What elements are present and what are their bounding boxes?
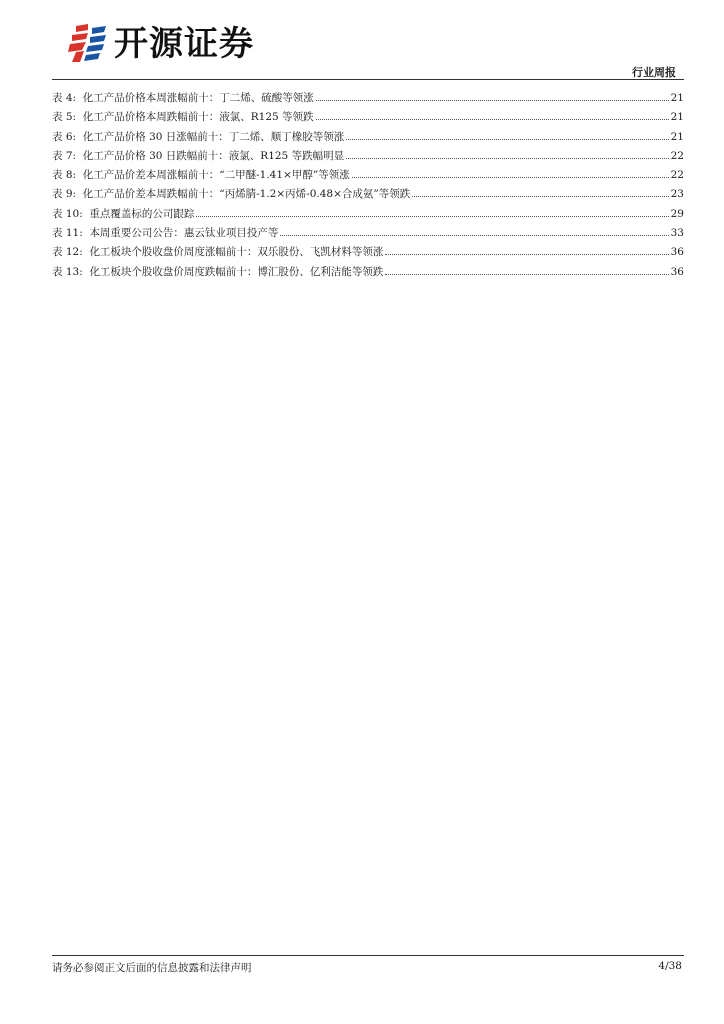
toc-entry[interactable]: [52, 129, 684, 148]
toc-label: 表 8:: [52, 169, 77, 182]
toc-label: 表 4:: [52, 92, 77, 104]
table-of-contents: [52, 90, 684, 283]
toc-page: 36: [670, 265, 684, 278]
toc-label: 表 12:: [52, 246, 83, 259]
toc-leader: [352, 169, 669, 178]
toc-page: 22: [670, 149, 684, 162]
toc-label: 表 9:: [52, 188, 77, 201]
toc-page: 29: [670, 207, 684, 220]
toc-title: 重点覆盖标的公司跟踪: [89, 207, 195, 220]
page-header: [0, 0, 724, 82]
toc-leader: [385, 246, 668, 255]
toc-page: 21: [670, 92, 684, 104]
toc-title: 化工产品价格本周跌幅前十：液氯、R125 等领跌: [82, 111, 314, 124]
report-type-label: 行业周报: [632, 66, 676, 79]
toc-leader: [316, 92, 669, 101]
footer-page-number: 4/38: [658, 960, 682, 972]
toc-title: 化工板块个股收盘价周度涨幅前十：双乐股份、飞凯材料等领涨: [89, 246, 384, 259]
toc-title: 化工产品价差本周涨幅前十：“二甲醚-1.41×甲醇”等领涨: [82, 169, 350, 182]
toc-leader: [280, 227, 668, 236]
toc-title: 化工产品价差本周跌幅前十：“丙烯腈-1.2×丙烯-0.48×合成氨”等领跌: [82, 188, 411, 201]
toc-entry[interactable]: [52, 244, 684, 263]
logo-mark-icon: [66, 22, 108, 64]
toc-leader: [346, 131, 668, 140]
toc-label: 表 5:: [52, 111, 77, 124]
toc-entry[interactable]: [52, 206, 684, 225]
toc-title: 化工产品价格本周涨幅前十：丁二烯、硫酸等领涨: [82, 92, 314, 104]
toc-leader: [316, 111, 669, 120]
footer-divider: [52, 955, 684, 956]
toc-page: 21: [670, 130, 684, 143]
toc-entry[interactable]: [52, 148, 684, 167]
toc-entry[interactable]: [52, 90, 684, 109]
toc-label: 表 10:: [52, 207, 83, 220]
toc-leader: [412, 188, 668, 197]
header-divider: [52, 79, 684, 80]
toc-leader: [196, 208, 668, 217]
toc-page: 21: [670, 111, 684, 124]
toc-entry[interactable]: [52, 225, 684, 244]
toc-label: 表 6:: [52, 130, 77, 143]
toc-leader: [385, 266, 668, 275]
toc-entry[interactable]: [52, 264, 684, 283]
toc-title: 化工产品价格 30 日跌幅前十：液氯、R125 等跌幅明显: [82, 149, 345, 162]
toc-entry[interactable]: [52, 109, 684, 128]
toc-title: 化工产品价格 30 日涨幅前十：丁二烯、顺丁橡胶等领涨: [82, 130, 345, 143]
toc-label: 表 13:: [52, 265, 83, 278]
toc-title: 化工板块个股收盘价周度跌幅前十：博汇股份、亿利洁能等领跌: [89, 265, 384, 278]
toc-page: 23: [670, 188, 684, 201]
toc-entry[interactable]: [52, 167, 684, 186]
toc-page: 22: [670, 169, 684, 182]
toc-leader: [346, 150, 669, 159]
toc-label: 表 11:: [52, 227, 83, 240]
toc-page: 33: [670, 227, 684, 240]
toc-page: 36: [670, 246, 684, 259]
logo-text: 开源证券: [114, 24, 254, 64]
toc-entry[interactable]: [52, 186, 684, 205]
toc-label: 表 7:: [52, 149, 77, 162]
toc-title: 本周重要公司公告：惠云钛业项目投产等: [89, 227, 279, 240]
company-logo: [66, 22, 296, 66]
footer-disclaimer: 请务必参阅正文后面的信息披露和法律声明: [52, 962, 252, 974]
